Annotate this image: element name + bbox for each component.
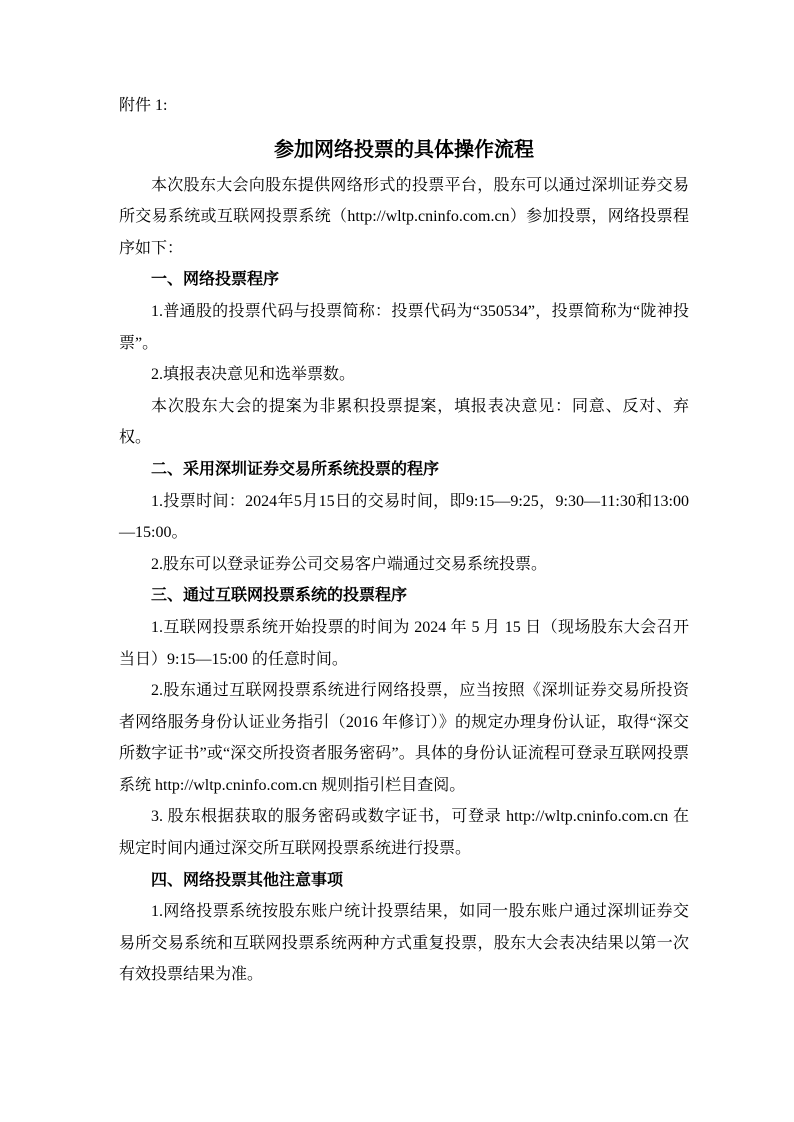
section1-note-paragraph: 本次股东大会的提案为非累积投票提案，填报表决意见：同意、反对、弃权。 <box>119 397 689 447</box>
intro-paragraph: 本次股东大会向股东提供网络形式的投票平台，股东可以通过深圳证券交易所交易系统或互联网投票系统（http://wltp.cninfo.com.cn）参加投票，网络投票程序如下： <box>119 176 689 257</box>
section1-item2-paragraph: 2.填报表决意见和选举票数。 <box>151 366 356 384</box>
section2-item1-paragraph: 1.投票时间：2024年5月15日的交易时间，即9:15—9:25，9:30—11:30和13:00—15:00。 <box>119 492 689 542</box>
attachment-label: 附件 1: <box>119 97 168 114</box>
section3-item2-paragraph: 2.股东通过互联网投票系统进行网络投票，应当按照《深圳证券交易所投资者网络服务身份认证业务指引（2016 年修订）》的规定办理身份认证，取得“深交所数字证书”或“深交所投资者服务密码”。具体的身份认证流程可登录互联网投票系统 http://wltp.cninfo.com.cn 规则指引栏目查阅。 <box>119 682 689 794</box>
section-heading-4: 四、网络投票其他注意事项 <box>151 871 344 889</box>
section-heading-3: 三、通过互联网投票系统的投票程序 <box>151 587 408 605</box>
section1-item1-paragraph: 1.普通股的投票代码与投票简称：投票代码为“350534”，投票简称为“陇神投票”。 <box>119 302 689 352</box>
section-heading-2: 二、采用深圳证券交易所系统投票的程序 <box>151 460 440 478</box>
section3-item1-paragraph: 1.互联网投票系统开始投票的时间为 2024 年 5 月 15 日（现场股东大会召开当日）9:15—15:00 的任意时间。 <box>119 618 689 668</box>
section4-item1-paragraph: 1.网络投票系统按股东账户统计投票结果，如同一股东账户通过深圳证券交易所交易系统和互联网投票系统两种方式重复投票，股东大会表决结果以第一次有效投票结果为准。 <box>119 903 689 984</box>
page-title: 参加网络投票的具体操作流程 <box>274 138 534 161</box>
section-heading-1: 一、网络投票程序 <box>151 271 280 289</box>
section2-item2-paragraph: 2.股东可以登录证券公司交易客户端通过交易系统投票。 <box>151 555 548 573</box>
section3-item3-paragraph: 3. 股东根据获取的服务密码或数字证书，可登录 http://wltp.cninfo.com.cn 在规定时间内通过深交所互联网投票系统进行投票。 <box>119 808 689 858</box>
